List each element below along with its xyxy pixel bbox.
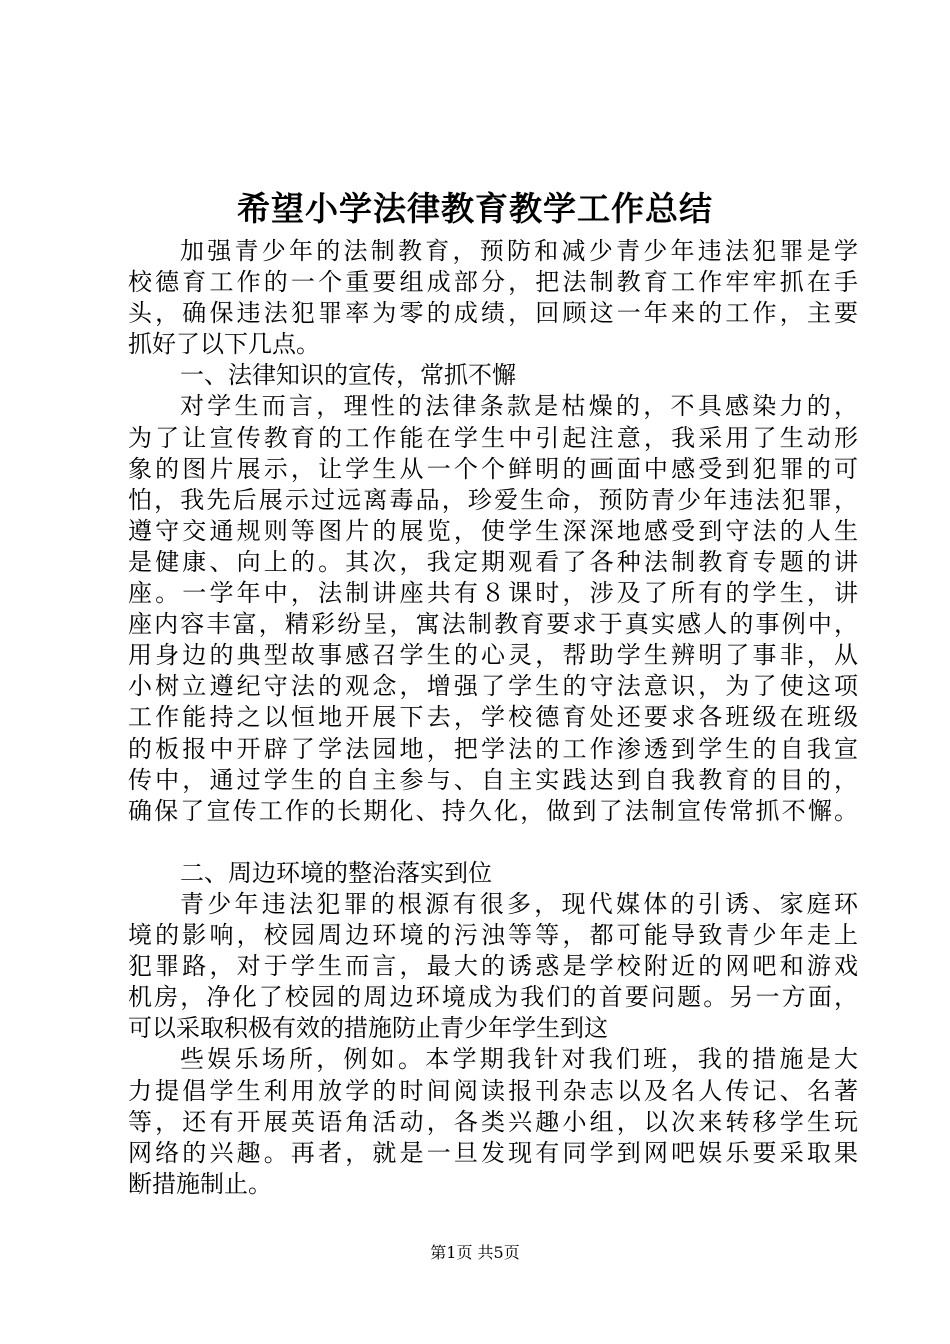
paragraph-line: 为了让宣传教育的工作能在学生中引起注意，我采用了生动形 — [128, 423, 858, 452]
paragraph-line: 的板报中开辟了学法园地，把学法的工作渗透到学生的自我宣 — [128, 734, 858, 763]
paragraph-line: 网络的兴趣。再者，就是一旦发现有同学到网吧娱乐要采取果 — [128, 1138, 858, 1167]
paragraph-line: 力提倡学生利用放学的时间阅读报刊杂志以及名人传记、名著 — [128, 1076, 858, 1105]
paragraph-line: 座。一学年中，法制讲座共有８课时，涉及了所有的学生，讲 — [128, 579, 858, 608]
paragraph-line: 可以采取积极有效的措施防止青少年学生到这 — [128, 1014, 608, 1043]
section-heading: 一、法律知识的宣传，常抓不懈 — [180, 361, 516, 390]
paragraph-line: 境的影响，校园周边环境的污浊等等，都可能导致青少年走上 — [128, 921, 858, 950]
paragraph-line: 机房，净化了校园的周边环境成为我们的首要问题。另一方面， — [128, 983, 858, 1012]
paragraph-line: 用身边的典型故事感召学生的心灵，帮助学生辨明了事非，从 — [128, 641, 858, 670]
paragraph-line: 抓好了以下几点。 — [128, 330, 320, 359]
paragraph-line: 犯罪路，对于学生而言，最大的诱惑是学校附近的网吧和游戏 — [128, 952, 858, 981]
document-title: 希望小学法律教育教学工作总结 — [237, 189, 713, 228]
paragraph-line: 象的图片展示，让学生从一个个鲜明的画面中感受到犯罪的可 — [128, 454, 858, 483]
paragraph-line: 工作能持之以恒地开展下去，学校德育处还要求各班级在班级 — [128, 703, 858, 732]
paragraph-line: 头，确保违法犯罪率为零的成绩，回顾这一年来的工作，主要 — [128, 299, 858, 328]
paragraph-line: 确保了宣传工作的长期化、持久化，做到了法制宣传常抓不懈。 — [128, 796, 858, 825]
document-body — [128, 236, 858, 1200]
section-heading: 二、周边环境的整治落实到位 — [180, 858, 492, 887]
paragraph-line: 传中，通过学生的自主参与、自主实践达到自我教育的目的， — [128, 765, 858, 794]
paragraph-line: 断措施制止。 — [128, 1169, 272, 1198]
paragraph-line: 怕，我先后展示过远离毒品，珍爱生命，预防青少年违法犯罪， — [128, 485, 858, 514]
paragraph-line: 等，还有开展英语角活动，各类兴趣小组，以次来转移学生玩 — [128, 1107, 858, 1136]
paragraph-line: 是健康、向上的。其次，我定期观看了各种法制教育专题的讲 — [128, 547, 858, 576]
paragraph-line: 座内容丰富，精彩纷呈，寓法制教育要求于真实感人的事例中， — [128, 610, 858, 639]
paragraph-line: 小树立遵纪守法的观念，增强了学生的守法意识，为了使这项 — [128, 672, 858, 701]
paragraph-line: 青少年违法犯罪的根源有很多，现代媒体的引诱、家庭环 — [180, 889, 858, 918]
paragraph-line: 加强青少年的法制教育，预防和减少青少年违法犯罪是学 — [180, 237, 858, 265]
paragraph-line: 校德育工作的一个重要组成部分，把法制教育工作牢牢抓在手 — [128, 268, 858, 297]
page-number-footer: 第1页 共5页 — [430, 1243, 520, 1262]
paragraph-line: 遵守交通规则等图片的展览，使学生深深地感受到守法的人生 — [128, 516, 858, 545]
paragraph-line: 对学生而言，理性的法律条款是枯燥的，不具感染力的， — [180, 392, 858, 421]
paragraph-line: 些娱乐场所，例如。本学期我针对我们班，我的措施是大 — [180, 1045, 858, 1074]
blank-line — [128, 827, 858, 858]
